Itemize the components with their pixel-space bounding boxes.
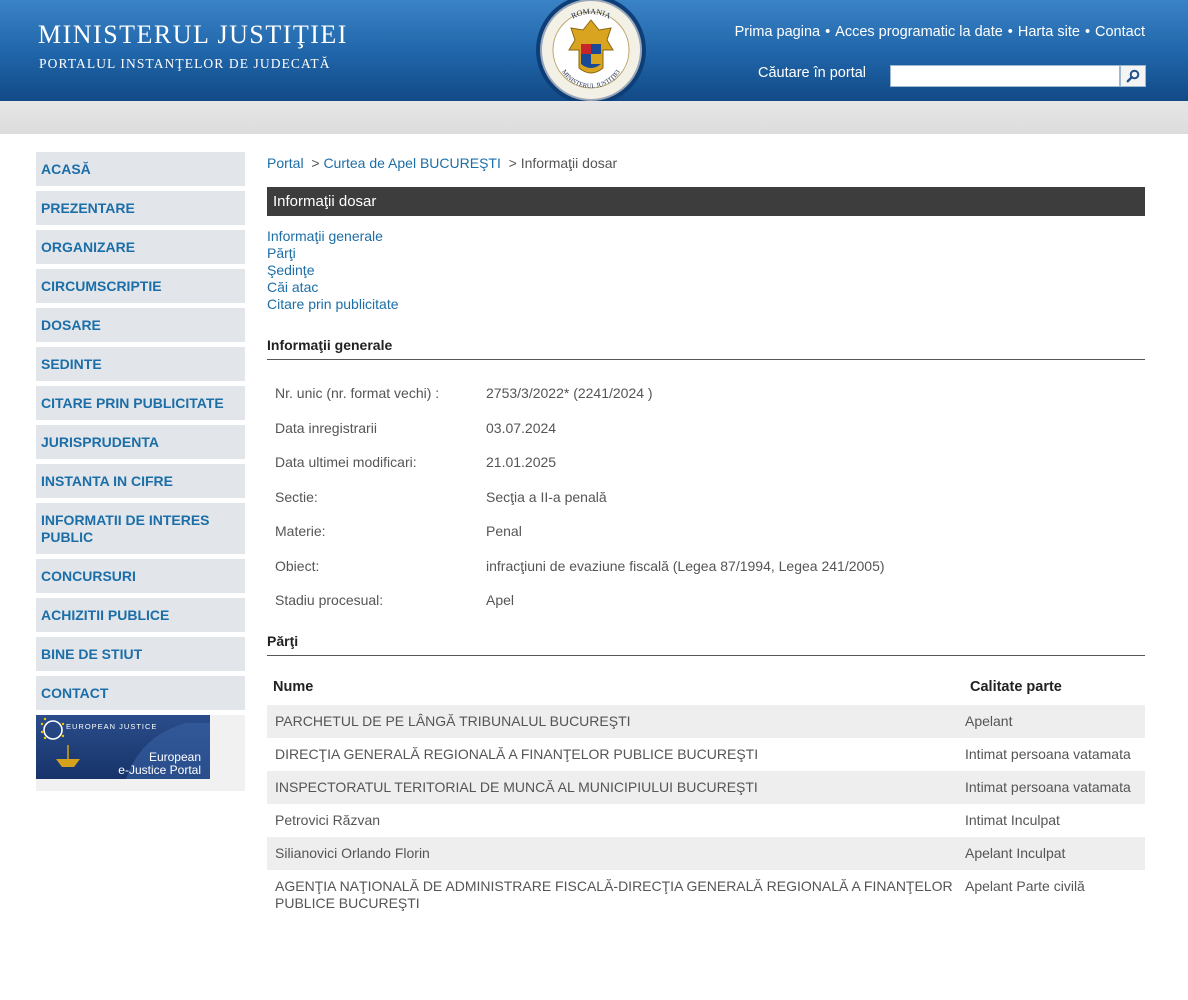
info-value: Penal <box>486 523 522 539</box>
site-header <box>0 0 1188 101</box>
info-label: Sectie: <box>275 488 318 505</box>
ejustice-top-text: EUROPEAN JUSTICE <box>66 722 158 731</box>
table-row <box>267 705 1145 738</box>
sidebar-item-achizitii[interactable]: ACHIZITII PUBLICE <box>36 598 245 632</box>
column-header-role: Calitate parte <box>970 678 1062 695</box>
parti-table-header <box>267 679 1145 705</box>
general-info-table <box>267 385 1145 627</box>
nav-separator: • <box>825 24 831 40</box>
ejustice-panel <box>36 715 245 791</box>
sidebar-item-sedinte[interactable]: SEDINTE <box>36 347 245 381</box>
anchor-informatii-generale[interactable]: Informaţii generale <box>267 228 383 244</box>
sidebar-item-instanta-in-cifre[interactable]: INSTANTA IN CIFRE <box>36 464 245 498</box>
party-role: Apelant Parte civilă <box>965 877 1085 894</box>
anchor-sedinte[interactable]: Şedinţe <box>267 262 315 278</box>
column-header-name: Nume <box>273 678 314 695</box>
info-value: 21.01.2025 <box>486 454 557 470</box>
info-row <box>267 523 1145 558</box>
info-label: Materie: <box>275 523 326 539</box>
sidebar-item-interes-public[interactable]: INFORMATII DE INTERES PUBLIC <box>36 503 245 554</box>
search-input[interactable] <box>890 65 1120 87</box>
nav-sitemap-link[interactable]: Harta site <box>1017 24 1080 40</box>
emblem-top-text: ROMANIA <box>569 6 613 21</box>
search-icon <box>1126 69 1140 83</box>
ejustice-line2: e-Justice Portal <box>118 763 201 777</box>
info-row <box>267 385 1145 420</box>
breadcrumb-separator: > <box>504 155 521 171</box>
party-name: PARCHETUL DE PE LÂNGĂ TRIBUNALUL BUCUREŞTI <box>275 712 631 729</box>
search-button[interactable] <box>1120 65 1146 87</box>
parti-table <box>267 679 1145 920</box>
ejustice-caption <box>118 751 201 777</box>
nav-home-link[interactable]: Prima pagina <box>734 24 821 40</box>
party-name: Petrovici Răzvan <box>275 811 381 828</box>
sidebar-menu <box>36 152 245 791</box>
anchor-citare[interactable]: Citare prin publicitate <box>267 296 399 312</box>
sidebar-item-jurisprudenta[interactable]: JURISPRUDENTA <box>36 425 245 459</box>
sidebar-item-acasa[interactable]: ACASĂ <box>36 152 245 186</box>
anchor-cai-atac[interactable]: Căi atac <box>267 279 319 295</box>
sidebar-item-citare[interactable]: CITARE PRIN PUBLICITATE <box>36 386 245 420</box>
breadcrumb-separator: > <box>307 155 324 171</box>
info-value: Apel <box>486 592 515 608</box>
sidebar-item-circumscriptie[interactable]: CIRCUMSCRIPTIE <box>36 269 245 303</box>
sidebar-item-prezentare[interactable]: PREZENTARE <box>36 191 245 225</box>
page-title: Informaţii dosar <box>267 187 1145 216</box>
ministry-emblem-icon[interactable] <box>535 0 647 106</box>
info-value: infracţiuni de evaziune fiscală (Legea 87/1994, Legea 241/2005) <box>486 557 885 574</box>
party-name: INSPECTORATUL TERITORIAL DE MUNCĂ AL MUNICIPIULUI BUCUREŞTI <box>275 778 758 795</box>
party-name: AGENŢIA NAŢIONALĂ DE ADMINISTRARE FISCALĂ-DIRECŢIA GENERALĂ REGIONALĂ A FINANŢELOR PUBLICE BUCUREŞTI <box>275 877 953 911</box>
party-role: Apelant <box>965 712 1013 729</box>
info-row <box>267 454 1145 489</box>
info-row <box>267 489 1145 524</box>
nav-api-link[interactable]: Acces programatic la date <box>835 24 1003 40</box>
sidebar-item-dosare[interactable]: DOSARE <box>36 308 245 342</box>
section-anchors <box>267 228 1145 313</box>
info-value: 03.07.2024 <box>486 419 557 436</box>
sidebar-item-organizare[interactable]: ORGANIZARE <box>36 230 245 264</box>
table-row <box>267 738 1145 771</box>
top-navigation <box>735 24 1145 40</box>
info-label: Data inregistrarii <box>275 419 377 436</box>
section-heading-general: Informaţii generale <box>267 337 1145 360</box>
info-label: Stadiu procesual: <box>275 592 384 608</box>
sidebar-item-contact[interactable]: CONTACT <box>36 676 245 710</box>
emblem-bottom-text: MINISTERUL JUSTIŢIEI <box>560 68 622 91</box>
site-title[interactable]: MINISTERUL JUSTIŢIEI <box>38 20 348 49</box>
breadcrumb-current: Informaţii dosar <box>520 155 618 171</box>
sidebar-item-bine-de-stiut[interactable]: BINE DE STIUT <box>36 637 245 671</box>
nav-separator: • <box>1007 24 1013 40</box>
info-row <box>267 420 1145 455</box>
ejustice-line1: European <box>148 750 201 764</box>
ejustice-banner[interactable] <box>36 715 210 779</box>
table-row <box>267 771 1145 804</box>
breadcrumb-court-link[interactable]: Curtea de Apel BUCUREŞTI <box>323 155 501 171</box>
breadcrumb-portal-link[interactable]: Portal <box>267 155 304 171</box>
party-role: Intimat Inculpat <box>965 811 1060 828</box>
party-role: Apelant Inculpat <box>965 844 1066 861</box>
party-role: Intimat persoana vatamata <box>965 745 1131 762</box>
table-row <box>267 870 1145 920</box>
info-row <box>267 592 1145 627</box>
header-subbar <box>0 101 1188 134</box>
party-name: DIRECŢIA GENERALĂ REGIONALĂ A FINANŢELOR PUBLICE BUCUREŞTI <box>275 745 759 762</box>
info-row <box>267 558 1145 593</box>
info-label: Nr. unic (nr. format vechi) : <box>275 385 440 401</box>
party-role: Intimat persoana vatamata <box>965 778 1131 795</box>
section-heading-parti: Părţi <box>267 633 1145 656</box>
info-label: Obiect: <box>275 557 320 574</box>
table-row <box>267 837 1145 870</box>
anchor-parti[interactable]: Părţi <box>267 245 296 261</box>
main-content <box>267 152 1145 920</box>
info-value: Secţia a II-a penală <box>486 488 607 505</box>
breadcrumb <box>267 152 1145 174</box>
sidebar-item-concursuri[interactable]: CONCURSURI <box>36 559 245 593</box>
nav-contact-link[interactable]: Contact <box>1095 24 1145 40</box>
search-label: Căutare în portal <box>758 65 867 81</box>
table-row <box>267 804 1145 837</box>
site-subtitle: PORTALUL INSTANŢELOR DE JUDECATĂ <box>39 56 331 71</box>
info-label: Data ultimei modificari: <box>275 454 417 470</box>
party-name: Silianovici Orlando Florin <box>275 844 430 861</box>
info-value: 2753/3/2022* (2241/2024 ) <box>486 385 653 401</box>
nav-separator: • <box>1084 24 1091 40</box>
